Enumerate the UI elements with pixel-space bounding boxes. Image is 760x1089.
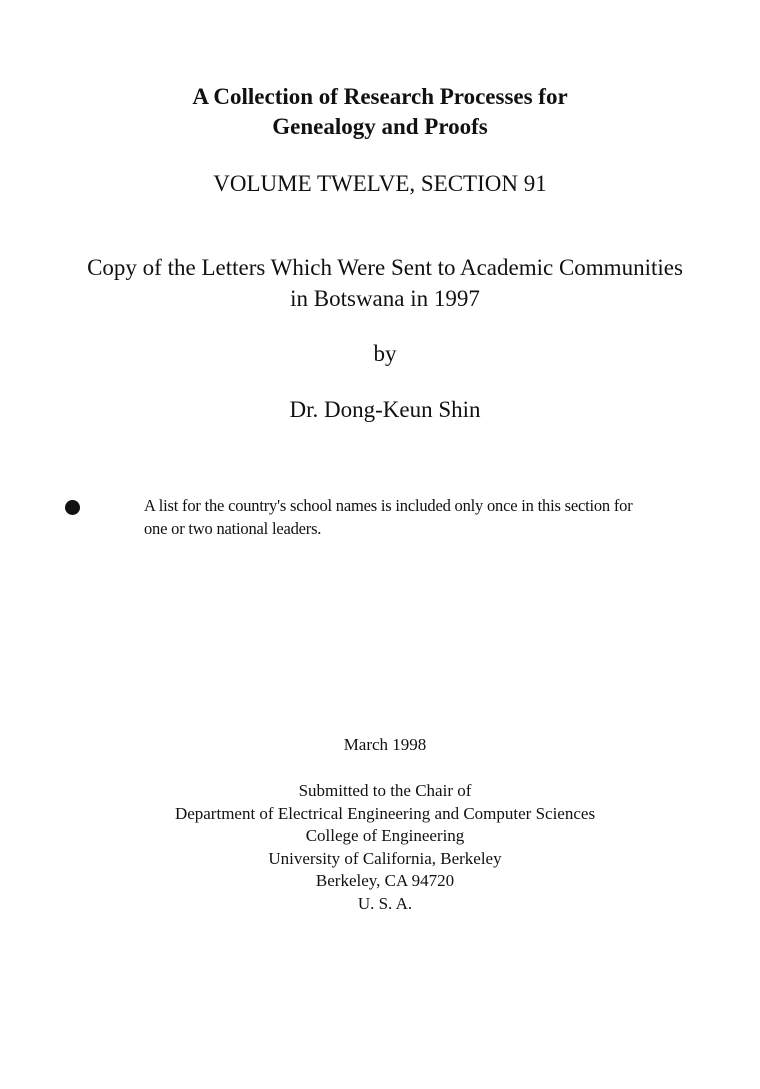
submission-university: University of California, Berkeley xyxy=(268,848,502,868)
submission-block xyxy=(0,780,760,915)
submission-city: Berkeley, CA 94720 xyxy=(315,871,455,890)
note-line-1: A list for the country's school names is included only once in this section for xyxy=(144,496,633,515)
submission-date: March 1998 xyxy=(343,735,427,754)
subject-line-2: in Botswana in 1997 xyxy=(290,286,480,311)
submission-country: U. S. A. xyxy=(357,893,413,913)
bullet-icon xyxy=(65,500,80,515)
volume-section-heading: VOLUME TWELVE, SECTION 91 xyxy=(213,171,547,196)
note-line-2: one or two national leaders. xyxy=(144,519,322,538)
submission-department: Department of Electrical Engineering and Computer Sciences xyxy=(174,803,596,823)
title-line-2: Genealogy and Proofs xyxy=(272,114,488,139)
document-title xyxy=(0,82,760,142)
by-line: by xyxy=(373,341,397,366)
title-line-1: A Collection of Research Processes for xyxy=(192,84,568,109)
submission-college: College of Engineering xyxy=(305,826,465,845)
document-subject xyxy=(0,252,760,314)
author-name: Dr. Dong-Keun Shin xyxy=(289,397,481,422)
submission-line-1: Submitted to the Chair of xyxy=(298,781,472,800)
subject-line-1: Copy of the Letters Which Were Sent to Academic Communities xyxy=(87,255,683,280)
note-text xyxy=(144,494,724,540)
